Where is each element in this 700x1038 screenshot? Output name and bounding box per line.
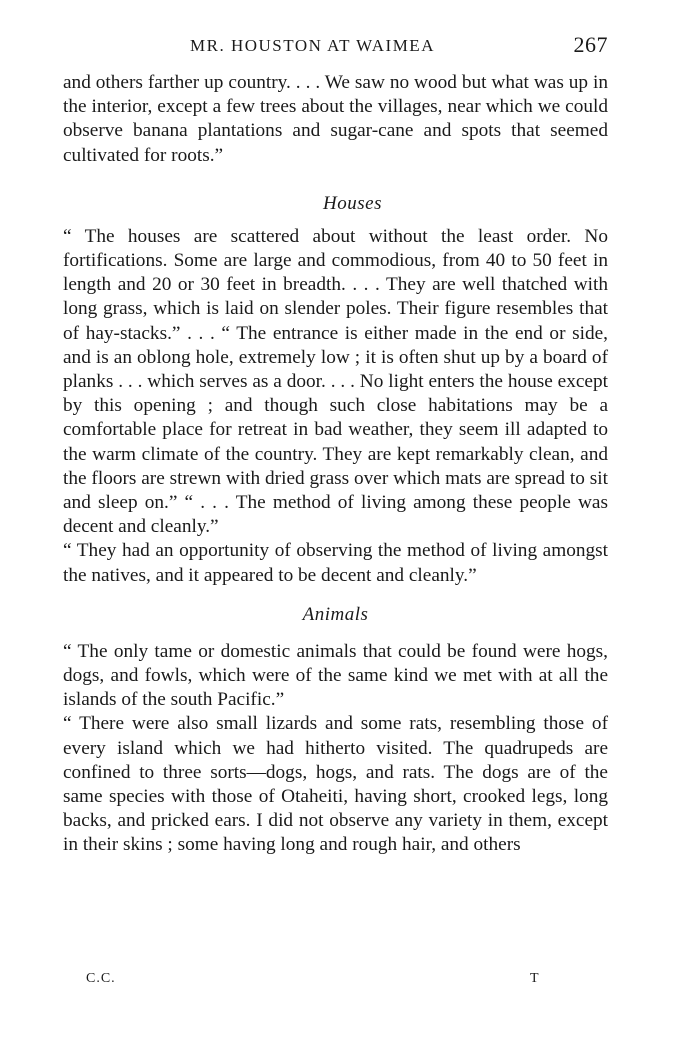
section-heading-houses: Houses [323,192,382,214]
book-page [63,32,608,858]
paragraph-animals-1: “ The only tame or domestic animals that could be found were hogs, dogs, and fowls, which were of the same kind we met with at all the islands of the south Pacific.” [63,640,608,711]
paragraph-opening: and others farther up country. . . . We saw no wood but what was up in the interior, except a few trees about the villages, near which we could observe banana plantations and sugar-cane and spots that seemed cultivated for roots.” [63,72,608,166]
paragraph-animals-2: “ There were also small lizards and some rats, resembling those of every island which we had hitherto visited. The quadrupeds are confined to three sorts—dogs, hogs, and rats. The dogs are of the same species with those of Otaheiti, having short, crooked legs, long backs, and pricked ears. I did not observe any variety in them, except in their skins ; some having long and rough hair, and others [63,713,608,856]
signature-mark-left: C.C. [86,971,116,986]
paragraph-houses-1: “ The houses are scattered about without the least order. No fortifications. Some are large and commodious, from 40 to 50 feet in length and 20 or 30 feet in breadth. . . . They are well thatched with long grass, which is laid on slender poles. Their figure resembles that of hay-stacks.” . . . “ The entrance is either made in the end or side, and is an oblong hole, extremely low ; it is often shut up by a board of planks . . . which serves as a door. . . . No light enters the house except by this opening ; and though such close habitations may be a comfortable place for retreat in bad weather, they seem ill adapted to the warm climate of the country. They are kept remarkably clean, and the floors are strewn with dried grass over which mats are spread to sit and sleep on.” “ . . . The method of living among these people was decent and cleanly.” [63,225,608,538]
section-heading-animals: Animals [302,603,369,625]
page-number: 267 [573,32,608,57]
paragraph-houses-2: “ They had an opportunity of observing the method of living amongst the natives, and it appeared to be decent and cleanly.” [63,540,608,586]
running-title: MR. HOUSTON AT WAIMEA [190,36,435,55]
signature-mark-right: T [530,971,540,986]
running-head [63,32,608,62]
